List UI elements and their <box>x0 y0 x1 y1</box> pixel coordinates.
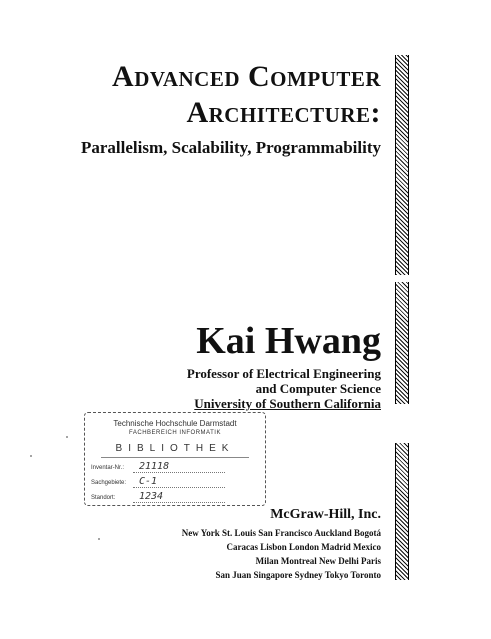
stamp-row <box>91 491 257 503</box>
book-title-line-2: Architecture: <box>186 96 381 129</box>
author-name: Kai Hwang <box>196 320 381 362</box>
stamp-row-label: Standort: <box>91 495 116 501</box>
decorative-spine-band-bottom <box>395 443 409 580</box>
author-affiliation-line-2: and Computer Science <box>255 381 381 396</box>
publisher-name: McGraw-Hill, Inc. <box>270 507 381 522</box>
decorative-spine-band-top <box>395 55 409 275</box>
stamp-institution: Technische Hochschule Darmstadt <box>113 419 237 428</box>
stamp-row <box>91 461 257 473</box>
author-affiliation-line-1: Professor of Electrical Engineering <box>186 366 381 381</box>
publisher-cities-line-1: New York St. Louis San Francisco Auckland Bogotá <box>181 528 381 538</box>
book-title-line-1: Advanced Computer <box>112 60 381 93</box>
decorative-spine-band-middle <box>395 282 409 404</box>
scan-speck <box>98 538 100 540</box>
stamp-row-label: Inventar-Nr.: <box>91 465 125 471</box>
publisher-cities-line-3: Milan Montreal New Delhi Paris <box>255 556 381 566</box>
publisher-cities-line-2: Caracas Lisbon London Madrid Mexico <box>226 542 381 552</box>
stamp-row <box>91 476 257 488</box>
stamp-row-value: C-1 <box>133 476 225 488</box>
stamp-library: BIBLIOTHEK <box>101 443 249 458</box>
book-subtitle: Parallelism, Scalability, Programmability <box>81 138 381 157</box>
stamp-department: FACHBEREICH INFORMATIK <box>129 430 221 436</box>
stamp-row-value: 21118 <box>133 461 225 473</box>
scan-speck <box>30 455 32 457</box>
stamp-row-value: 1234 <box>133 491 225 503</box>
scan-speck <box>66 436 68 438</box>
stamp-row-label: Sachgebiete: <box>91 480 127 486</box>
publisher-cities-line-4: San Juan Singapore Sydney Tokyo Toronto <box>215 570 381 580</box>
author-affiliation-line-3: University of Southern California <box>194 396 381 411</box>
library-stamp <box>84 412 266 506</box>
